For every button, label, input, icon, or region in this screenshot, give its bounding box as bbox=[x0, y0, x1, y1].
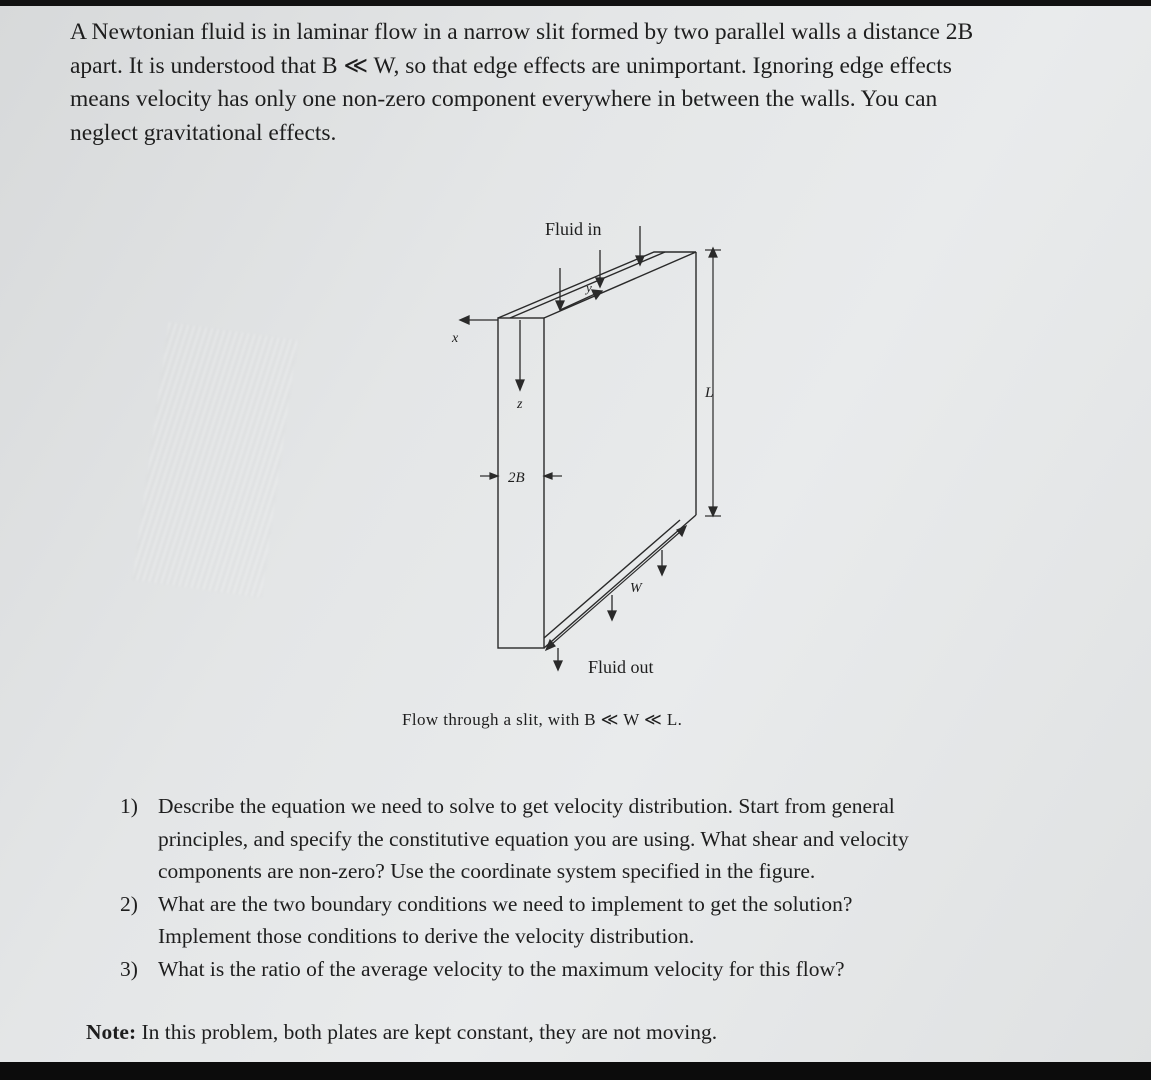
intro-line: means velocity has only one non-zero component everywhere in between the walls. You can bbox=[70, 86, 938, 112]
x-axis-label: x bbox=[452, 331, 459, 346]
question-list bbox=[120, 790, 1100, 985]
problem-statement bbox=[70, 16, 1130, 150]
question-line: components are non-zero? Use the coordinate system specified in the figure. bbox=[158, 859, 816, 883]
x-axis-arrow bbox=[460, 316, 498, 324]
dimension-w-label: W bbox=[630, 581, 642, 596]
dimension-2b-label: 2B bbox=[508, 470, 525, 486]
question-line: Describe the equation we need to solve to get velocity distribution. Start from general bbox=[158, 794, 895, 818]
dimension-l bbox=[705, 248, 721, 516]
fluid-out-label: Fluid out bbox=[588, 657, 654, 677]
question-number: 1) bbox=[120, 794, 138, 818]
z-axis-arrow bbox=[516, 320, 524, 390]
intro-line: A Newtonian fluid is in laminar flow in a narrow slit formed by two parallel walls a distance 2B bbox=[70, 19, 974, 45]
question-number: 2) bbox=[120, 891, 138, 916]
slit-diagram-svg bbox=[440, 210, 780, 680]
question-item bbox=[120, 953, 1100, 986]
note-text: In this problem, both plates are kept constant, they are not moving. bbox=[141, 1020, 718, 1044]
question-number: 3) bbox=[120, 956, 138, 981]
bottom-edge bbox=[0, 1062, 1151, 1080]
slit-top-face bbox=[498, 252, 696, 318]
intro-line: apart. It is understood that B ≪ W, so that edge effects are unimportant. Ignoring edge effects bbox=[70, 52, 952, 79]
question-item bbox=[120, 888, 1100, 953]
dimension-l-label: L bbox=[705, 385, 714, 401]
intro-line: neglect gravitational effects. bbox=[70, 119, 337, 146]
slit-flow-diagram bbox=[440, 210, 780, 680]
note-label: Note: bbox=[86, 1020, 137, 1044]
slit-bottom-edge bbox=[544, 515, 696, 648]
top-edge bbox=[0, 0, 1151, 6]
question-line: Implement those conditions to derive the velocity distribution. bbox=[158, 924, 695, 948]
z-axis-label: z bbox=[517, 397, 523, 412]
y-axis-arrow bbox=[560, 290, 602, 310]
note bbox=[86, 1020, 717, 1045]
question-line: What is the ratio of the average velocity to the maximum velocity for this flow? bbox=[158, 956, 845, 981]
question-line: What are the two boundary conditions we need to implement to get the solution? bbox=[158, 891, 853, 916]
figure-caption: Flow through a slit, with B ≪ W ≪ L. bbox=[402, 710, 683, 729]
y-axis-label: y bbox=[586, 280, 592, 295]
screen-glare bbox=[133, 322, 298, 598]
dimension-w bbox=[546, 526, 686, 650]
question-line: principles, and specify the constitutive equation you are using. What shear and velocity bbox=[158, 826, 909, 851]
question-item bbox=[120, 790, 1100, 888]
outflow-arrows bbox=[554, 550, 666, 670]
fluid-in-label: Fluid in bbox=[545, 219, 602, 239]
